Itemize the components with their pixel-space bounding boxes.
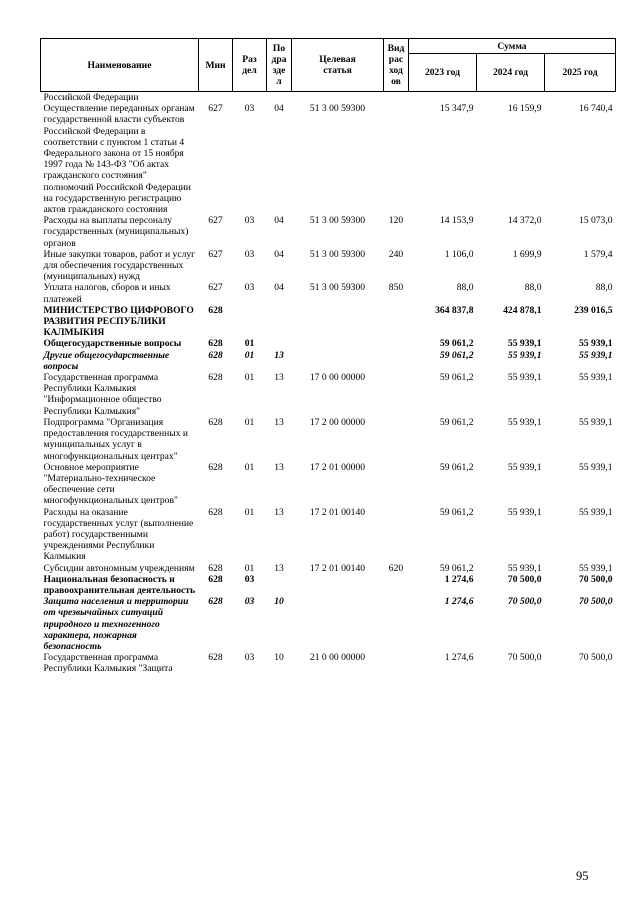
cell-podrazdel: 13 [274, 372, 284, 384]
header-year-2024: 2024 год [477, 54, 545, 92]
cell-2025: 88,0 [595, 282, 613, 294]
cell-min: 628 [208, 416, 223, 428]
cell-min: 628 [208, 461, 223, 473]
cell-name: Иные закупки товаров, работ и услуг для обеспечения государственных (муниципальных) нужд [43, 248, 196, 283]
cell-name: Уплата налогов, cборов и иных платежей [43, 282, 171, 305]
cell-2023: 59 061,2 [439, 506, 474, 518]
cell-name: Осуществление переданных органам государственной власти субъектов Российской Федерации в cоответствии с пунктом 1 статьи 4 Федерального закона от 15 ноября 1997 года № 143-ФЗ "Об актах гражданского cостояния" полномочий Российской Федерации на государственную регистрацию актов гражданского состояния [43, 103, 195, 216]
cell-target: 17 0 00 00000 [309, 372, 366, 384]
cell-podrazdel: 04 [274, 282, 284, 294]
cell-min: 628 [208, 506, 223, 518]
cell-2023: 59 061,2 [439, 461, 474, 473]
header-min: Мин [199, 39, 233, 92]
cell-target: 51 3 00 59300 [309, 215, 366, 227]
cell-target: 51 3 00 59300 [309, 103, 366, 115]
cell-2023: 59 061,2 [439, 338, 474, 350]
cell-razdel: 03 [244, 596, 255, 608]
cell-name: Другие общегосударственные вопросы [43, 349, 170, 372]
header-year-2025: 2025 год [545, 54, 616, 92]
cell-razdel: 03 [244, 652, 255, 664]
cell-name: Подпрограмма "Организация предоставления государственных и муниципальных услуг в многофункциональных центрах" [43, 416, 189, 462]
cell-2023: 1 106,0 [444, 248, 474, 260]
cell-name: Расходы на выплаты персоналу государственных (муниципальных) органов [43, 215, 189, 249]
cell-2023: 364 837,8 [435, 304, 474, 316]
cell-2023: 59 061,2 [439, 349, 474, 361]
cell-2023 [409, 92, 477, 104]
cell-2023: 1 274,6 [444, 596, 474, 608]
table-row [41, 350, 616, 372]
cell-vid [384, 92, 409, 104]
cell-razdel: 03 [244, 248, 255, 260]
table-row [41, 305, 616, 339]
cell-target: 17 2 01 00140 [309, 506, 366, 518]
cell-2024: 55 939,1 [507, 461, 542, 473]
cell-podrazdel: 13 [274, 506, 284, 518]
header-year-2023: 2023 год [409, 54, 477, 92]
cell-vid [384, 462, 409, 507]
cell-name: МИНИСТЕРСТВО ЦИФРОВОГО РАЗВИТИЯ РЕСПУБЛИКИ КАЛМЫКИЯ [43, 304, 194, 339]
cell-2024: 16 159,9 [507, 103, 542, 115]
cell-target [292, 92, 384, 104]
budget-table [40, 38, 616, 675]
cell-2023: 88,0 [456, 282, 474, 294]
cell-2023: 59 061,2 [439, 562, 474, 574]
cell-name: Общегосударственные вопросы [43, 338, 182, 350]
header-target: Целевая статья [292, 39, 384, 92]
table-row [41, 215, 616, 249]
cell-2025: 15 073,0 [578, 215, 613, 227]
table-row [41, 338, 616, 349]
cell-target: 17 2 01 00140 [309, 562, 366, 574]
cell-min: 628 [208, 573, 223, 585]
table-row [41, 282, 616, 304]
cell-razdel: 03 [244, 282, 255, 294]
table-row [41, 574, 616, 596]
cell-2024: 70 500,0 [507, 652, 542, 664]
cell-name: Российской Федерации [43, 92, 139, 103]
cell-2025: 16 740,4 [578, 103, 613, 115]
cell-2024: 55 939,1 [507, 349, 542, 361]
cell-name: Защита населения и территории от чрезвычайных ситуаций природного и техногенного характера, пожарная безопасность [43, 596, 189, 652]
header-name: Наименование [41, 39, 199, 92]
cell-min: 627 [208, 282, 223, 294]
cell-vid [384, 103, 409, 215]
cell-vid [384, 372, 409, 417]
cell-min: 628 [208, 652, 223, 664]
cell-target [292, 350, 384, 372]
cell-2024: 55 939,1 [507, 416, 542, 428]
cell-2024: 55 939,1 [507, 338, 542, 350]
cell-2024: 55 939,1 [507, 506, 542, 518]
cell-min [199, 92, 233, 104]
cell-vid [384, 338, 409, 349]
cell-name: Национальная безопасность и правоохранительная деятельность [43, 573, 196, 596]
cell-podrazdel: 13 [274, 562, 284, 574]
cell-target: 51 3 00 59300 [309, 248, 366, 260]
cell-2025: 70 500,0 [578, 652, 613, 664]
cell-vid [384, 417, 409, 462]
cell-2025: 55 939,1 [578, 461, 613, 473]
table-row [41, 507, 616, 563]
cell-2024: 70 500,0 [507, 596, 542, 608]
cell-razdel: 01 [244, 416, 255, 428]
cell-2024 [477, 92, 545, 104]
cell-target [292, 574, 384, 596]
cell-target: 17 2 00 00000 [309, 416, 366, 428]
cell-razdel [233, 305, 267, 339]
cell-2025: 239 016,5 [574, 304, 613, 316]
cell-min: 628 [208, 596, 223, 608]
cell-2025: 1 579,4 [583, 248, 613, 260]
cell-vid [384, 305, 409, 339]
cell-2024: 14 372,0 [507, 215, 542, 227]
header-podrazdel: По дра зде л [267, 39, 292, 92]
cell-podrazdel: 13 [274, 461, 284, 473]
header-razdel: Раз дел [233, 39, 267, 92]
cell-vid [384, 507, 409, 563]
cell-2025: 55 939,1 [578, 338, 613, 350]
cell-vid: 850 [388, 282, 404, 294]
cell-razdel: 01 [244, 349, 255, 361]
cell-target [292, 596, 384, 652]
cell-razdel: 01 [244, 338, 255, 350]
cell-podrazdel [267, 92, 292, 104]
cell-2023: 14 153,9 [439, 215, 474, 227]
cell-name: Расходы на оказание государственных уcлуг (выполнение работ) государственными учреждениями Республики Калмыкия [43, 506, 194, 563]
cell-name: Государственная программа Республики Калмыкия "Защита [43, 652, 173, 675]
table-row [41, 103, 616, 215]
cell-razdel: 01 [244, 506, 255, 518]
cell-podrazdel: 04 [274, 248, 284, 260]
cell-podrazdel: 04 [274, 103, 284, 115]
cell-2023: 1 274,6 [444, 573, 474, 585]
cell-min: 627 [208, 103, 223, 115]
cell-2025 [545, 92, 616, 104]
cell-razdel: 03 [244, 215, 255, 227]
cell-target: 51 3 00 59300 [309, 282, 366, 294]
cell-razdel: 01 [244, 461, 255, 473]
cell-razdel: 03 [244, 573, 255, 585]
cell-2025: 55 939,1 [578, 349, 613, 361]
table-row [41, 652, 616, 674]
cell-2025: 55 939,1 [578, 416, 613, 428]
table-row [41, 596, 616, 652]
cell-2025: 55 939,1 [578, 506, 613, 518]
cell-2024: 70 500,0 [507, 573, 542, 585]
cell-min: 628 [208, 372, 223, 384]
cell-razdel: 01 [244, 562, 255, 574]
cell-2025: 70 500,0 [578, 596, 613, 608]
cell-podrazdel [267, 305, 292, 339]
cell-name: Основное мероприятие "Материально-техническое обеспечение cети многофункциональных центров" [43, 461, 178, 507]
cell-2025: 55 939,1 [578, 372, 613, 384]
cell-2024: 55 939,1 [507, 562, 542, 574]
cell-razdel [233, 92, 267, 104]
cell-2024: 88,0 [524, 282, 542, 294]
page-number: 95 [576, 869, 589, 883]
cell-2024: 55 939,1 [507, 372, 542, 384]
cell-2023: 59 061,2 [439, 416, 474, 428]
header-vid: Вид рас ход ов [384, 39, 409, 92]
cell-vid [384, 652, 409, 674]
cell-2024: 1 699,9 [512, 248, 542, 260]
table-row [41, 92, 616, 104]
cell-razdel: 01 [244, 372, 255, 384]
cell-min: 627 [208, 248, 223, 260]
cell-vid: 620 [388, 562, 404, 574]
cell-vid [384, 596, 409, 652]
cell-razdel: 03 [244, 103, 255, 115]
table-row [41, 563, 616, 574]
cell-2025: 70 500,0 [578, 573, 613, 585]
cell-min: 628 [208, 304, 223, 316]
cell-podrazdel: 04 [274, 215, 284, 227]
table-row [41, 249, 616, 283]
cell-podrazdel: 13 [274, 349, 284, 361]
cell-podrazdel: 13 [274, 416, 284, 428]
table-header [41, 39, 616, 92]
header-sum: Сумма [409, 39, 616, 54]
cell-podrazdel: 10 [274, 652, 284, 664]
cell-name: Субсидии автономным учреждениям [43, 562, 195, 574]
cell-podrazdel [267, 338, 292, 349]
cell-2023: 15 347,9 [439, 103, 474, 115]
cell-name: Государственная программа Республики Калмыкия "Информационное общество Республики Калмыкия" [43, 372, 162, 417]
cell-2024: 424 878,1 [503, 304, 542, 316]
cell-min: 628 [208, 338, 223, 350]
table-row [41, 462, 616, 507]
table-row [41, 417, 616, 462]
cell-target [292, 305, 384, 339]
cell-target: 17 2 01 00000 [309, 461, 366, 473]
cell-vid [384, 350, 409, 372]
cell-2023: 59 061,2 [439, 372, 474, 384]
cell-vid: 240 [388, 248, 404, 260]
table-row [41, 372, 616, 417]
cell-2023: 1 274,6 [444, 652, 474, 664]
cell-vid: 120 [388, 215, 404, 227]
cell-target [292, 338, 384, 349]
cell-target: 21 0 00 00000 [309, 652, 366, 664]
cell-2025: 55 939,1 [578, 562, 613, 574]
cell-podrazdel: 10 [274, 596, 284, 608]
cell-min: 627 [208, 215, 223, 227]
table-body [41, 92, 616, 675]
cell-podrazdel [267, 574, 292, 596]
cell-min: 628 [208, 349, 223, 361]
cell-vid [384, 574, 409, 596]
cell-min: 628 [208, 562, 223, 574]
